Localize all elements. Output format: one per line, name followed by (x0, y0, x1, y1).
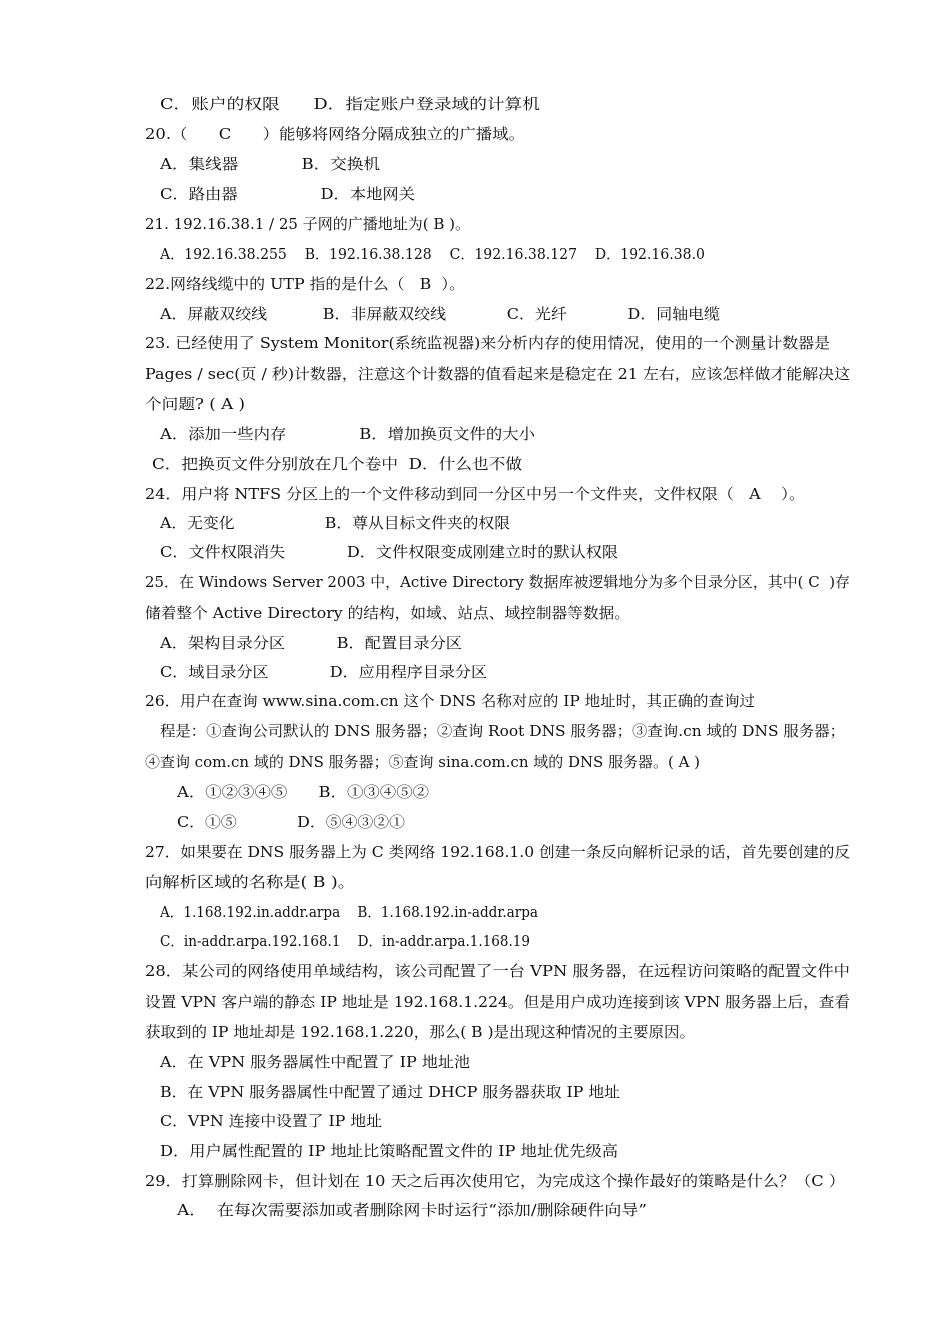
line-text: 28．某公司的网络使用单域结构，该公司配置了一台 VPN 服务器，在远程访问策略的配置文件中 (145, 962, 850, 980)
line-text: A．架构目录分区 B．配置目录分区 (160, 634, 462, 652)
question-20 (145, 124, 525, 144)
line-text: A．①②③④⑤ B．①③④⑤② (177, 783, 429, 801)
text-line (145, 1022, 695, 1042)
line-text: 获取到的 IP 地址却是 192.168.1.220，那么( B )是出现这种情况的主要原因。 (145, 1023, 695, 1041)
text-line (160, 304, 720, 324)
text-line (160, 424, 535, 444)
text-line (160, 931, 530, 951)
text-line (177, 812, 405, 832)
line-text: 26．用户在查询 www.sina.com.cn 这个 DNS 名称对应的 IP 地址时，其正确的查询过 (145, 692, 755, 710)
text-line (145, 752, 700, 772)
line-text: A．无变化 B．尊从目标文件夹的权限 (160, 514, 510, 532)
line-text: A．1.168.192.in.addr.arpa B．1.168.192.in-addr.arpa (160, 903, 538, 921)
line-text: 20.（ C ）能够将网络分隔成独立的广播域。 (145, 125, 525, 143)
line-text: 24．用户将 NTFS 分区上的一个文件移动到同一分区中另一个文件夹，文件权限（ A ）。 (145, 485, 806, 503)
text-line (177, 1200, 647, 1220)
line-text: 储着整个 Active Directory 的结构，如域、站点、域控制器等数据。 (145, 604, 630, 622)
question-21 (145, 214, 470, 234)
question-29 (145, 1171, 845, 1191)
question-25 (145, 572, 850, 592)
question-27 (145, 842, 850, 862)
text-line (145, 872, 355, 892)
text-line (145, 992, 850, 1012)
line-text: ④查询 com.cn 域的 DNS 服务器；⑤查询 sina.com.cn 域的 DNS 服务器。( A ) (145, 753, 700, 771)
line-text: 21. 192.16.38.1 / 25 子网的广播地址为( B )。 (145, 215, 470, 233)
line-text: 23. 已经使用了 System Monitor(系统监视器)来分析内存的使用情况，使用的一个测量计数器是 (145, 334, 830, 352)
text-line (160, 244, 705, 264)
text-line (160, 662, 487, 682)
line-text: A．集线器 B．交换机 (160, 155, 380, 173)
text-line (160, 94, 540, 114)
question-24 (145, 484, 805, 504)
text-line (160, 902, 538, 922)
line-text: C．把换页文件分别放在几个卷中 D．什么也不做 (152, 455, 522, 473)
text-line (145, 364, 850, 384)
line-text: C．账户的权限 D．指定账户登录域的计算机 (160, 95, 540, 113)
line-text: A．添加一些内存 B．增加换页文件的大小 (160, 425, 535, 443)
line-text: C．文件权限消失 D．文件权限变成刚建立时的默认权限 (160, 543, 618, 561)
line-text: B．在 VPN 服务器属性中配置了通过 DHCP 服务器获取 IP 地址 (160, 1083, 620, 1101)
text-line (160, 1052, 470, 1072)
text-line (145, 603, 630, 623)
question-26 (145, 691, 755, 711)
line-text: 29．打算删除网卡，但计划在 10 天之后再次使用它，为完成这个操作最好的策略是什么？（C ） (145, 1172, 845, 1190)
text-line (152, 454, 522, 474)
line-text: C．路由器 D．本地网关 (160, 185, 415, 203)
line-text: A．屏蔽双绞线 B．非屏蔽双绞线 C．光纤 D．同轴电缆 (160, 305, 720, 323)
text-line (160, 154, 380, 174)
text-line (160, 1141, 618, 1161)
line-text: C．域目录分区 D．应用程序目录分区 (160, 663, 487, 681)
line-text: Pages / sec(页 / 秒)计数器，注意这个计数器的值看起来是稳定在 21 左右，应该怎样做才能解决这 (145, 365, 850, 383)
text-line (160, 633, 462, 653)
line-text: D．用户属性配置的 IP 地址比策略配置文件的 IP 地址优先级高 (160, 1142, 618, 1160)
line-text: 27．如果要在 DNS 服务器上为 C 类网络 192.168.1.0 创建一条反向解析记录的话，首先要创建的反 (145, 843, 850, 861)
text-line (160, 1082, 620, 1102)
line-text: 程是：①查询公司默认的 DNS 服务器；②查询 Root DNS 服务器；③查询.cn 域的 DNS 服务器； (160, 722, 845, 740)
line-text: 个问题? ( A ) (145, 395, 245, 413)
line-text: A．192.16.38.255 B．192.16.38.128 C．192.16.38.127 D．192.16.38.0 (160, 245, 705, 263)
question-28 (145, 961, 850, 981)
line-text: C．in-addr.arpa.192.168.1 D．in-addr.arpa.1.168.19 (160, 932, 530, 950)
line-text: 25．在 Windows Server 2003 中，Active Directory 数据库被逻辑地分为多个目录分区，其中( C )存 (145, 573, 850, 591)
line-text: C．VPN 连接中设置了 IP 地址 (160, 1112, 382, 1130)
text-line (160, 721, 845, 741)
text-line (160, 542, 618, 562)
text-line (145, 394, 245, 414)
line-text: 设置 VPN 客户端的静态 IP 地址是 192.168.1.224。但是用户成功连接到该 VPN 服务器上后，查看 (145, 993, 850, 1011)
question-22 (145, 274, 465, 294)
text-line (160, 513, 510, 533)
text-line (177, 782, 429, 802)
line-text: A．在 VPN 服务器属性中配置了 IP 地址池 (160, 1053, 470, 1071)
question-23 (145, 333, 830, 353)
line-text: 向解析区域的名称是( B )。 (145, 873, 355, 891)
line-text: A． 在每次需要添加或者删除网卡时运行“添加/删除硬件向导” (177, 1201, 647, 1219)
text-line (160, 184, 415, 204)
line-text: 22.网络线缆中的 UTP 指的是什么（ B ）。 (145, 275, 465, 293)
text-line (160, 1111, 382, 1131)
line-text: C．①⑤ D．⑤④③②① (177, 813, 405, 831)
